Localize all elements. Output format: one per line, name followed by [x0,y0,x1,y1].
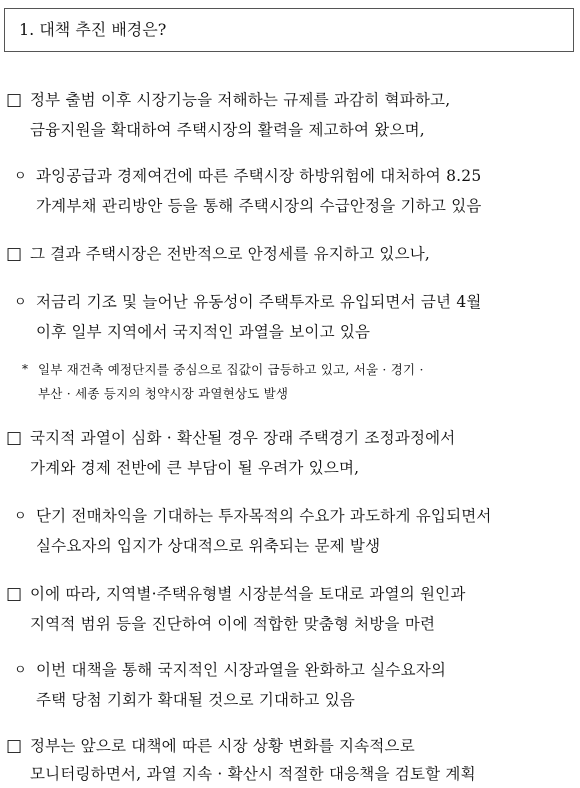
paragraph-line: 국지적 과열이 심화 · 확산될 경우 장래 주택경기 조정과정에서 [30,429,456,447]
paragraph-line: 모니터링하면서, 과열 지속 · 확산시 적절한 대응책을 검토할 계획 [30,765,476,783]
asterisk-bullet-icon: * [22,362,29,376]
square-bullet-icon: □ [6,428,23,448]
paragraph-line: 저금리 기조 및 늘어난 유동성이 주택투자로 유입되면서 금년 4월 [36,293,482,311]
paragraph-line: 일부 재건축 예정단지를 중심으로 집값이 급등하고 있고, 서울 · 경기 · [38,362,424,377]
paragraph-line: 지역적 범위 등을 진단하여 이에 적합한 맞춤형 처방을 마련 [30,615,436,633]
paragraph-line: 부산 · 세종 등지의 청약시장 과열현상도 발생 [38,386,289,401]
paragraph-line: 실수요자의 입지가 상대적으로 위축되는 문제 발생 [36,537,381,555]
paragraph-line: 정부 출범 이후 시장기능을 저해하는 규제를 과감히 혁파하고, [30,91,451,109]
circle-bullet-icon: ㅇ [14,663,27,678]
paragraph-line: 가계부채 관리방안 등을 통해 주택시장의 수급안정을 기하고 있음 [36,197,482,215]
paragraph-line: 주택 당첨 기회가 확대될 것으로 기대하고 있음 [36,691,356,709]
square-bullet-icon: □ [6,584,23,604]
paragraph-line: 정부는 앞으로 대책에 따른 시장 상황 변화를 지속적으로 [30,737,415,755]
paragraph-line: 이후 일부 지역에서 국지적인 과열을 보이고 있음 [36,323,371,341]
circle-bullet-icon: ㅇ [14,509,27,524]
paragraph-line: 이번 대책을 통해 국지적인 시장과열을 완화하고 실수요자의 [36,661,447,679]
paragraph-line: 가계와 경제 전반에 큰 부담이 될 우려가 있으며, [30,459,360,477]
square-bullet-icon: □ [6,90,23,110]
paragraph-line: 그 결과 주택시장은 전반적으로 안정세를 유지하고 있으나, [30,245,431,263]
paragraph-line: 금융지원을 확대하여 주택시장의 활력을 제고하여 왔으며, [30,121,425,139]
section-heading: 1. 대책 추진 배경은? [19,20,167,39]
square-bullet-icon: □ [6,736,23,756]
paragraph-line: 이에 따라, 지역별·주택유형별 시장분석을 토대로 과열의 원인과 [30,585,466,603]
circle-bullet-icon: ㅇ [14,169,27,184]
section-heading-box [4,8,574,52]
square-bullet-icon: □ [6,244,23,264]
circle-bullet-icon: ㅇ [14,295,27,310]
paragraph-line: 과잉공급과 경제여건에 따른 주택시장 하방위험에 대처하여 8.25 [36,167,482,185]
paragraph-line: 단기 전매차익을 기대하는 투자목적의 수요가 과도하게 유입되면서 [36,507,492,525]
